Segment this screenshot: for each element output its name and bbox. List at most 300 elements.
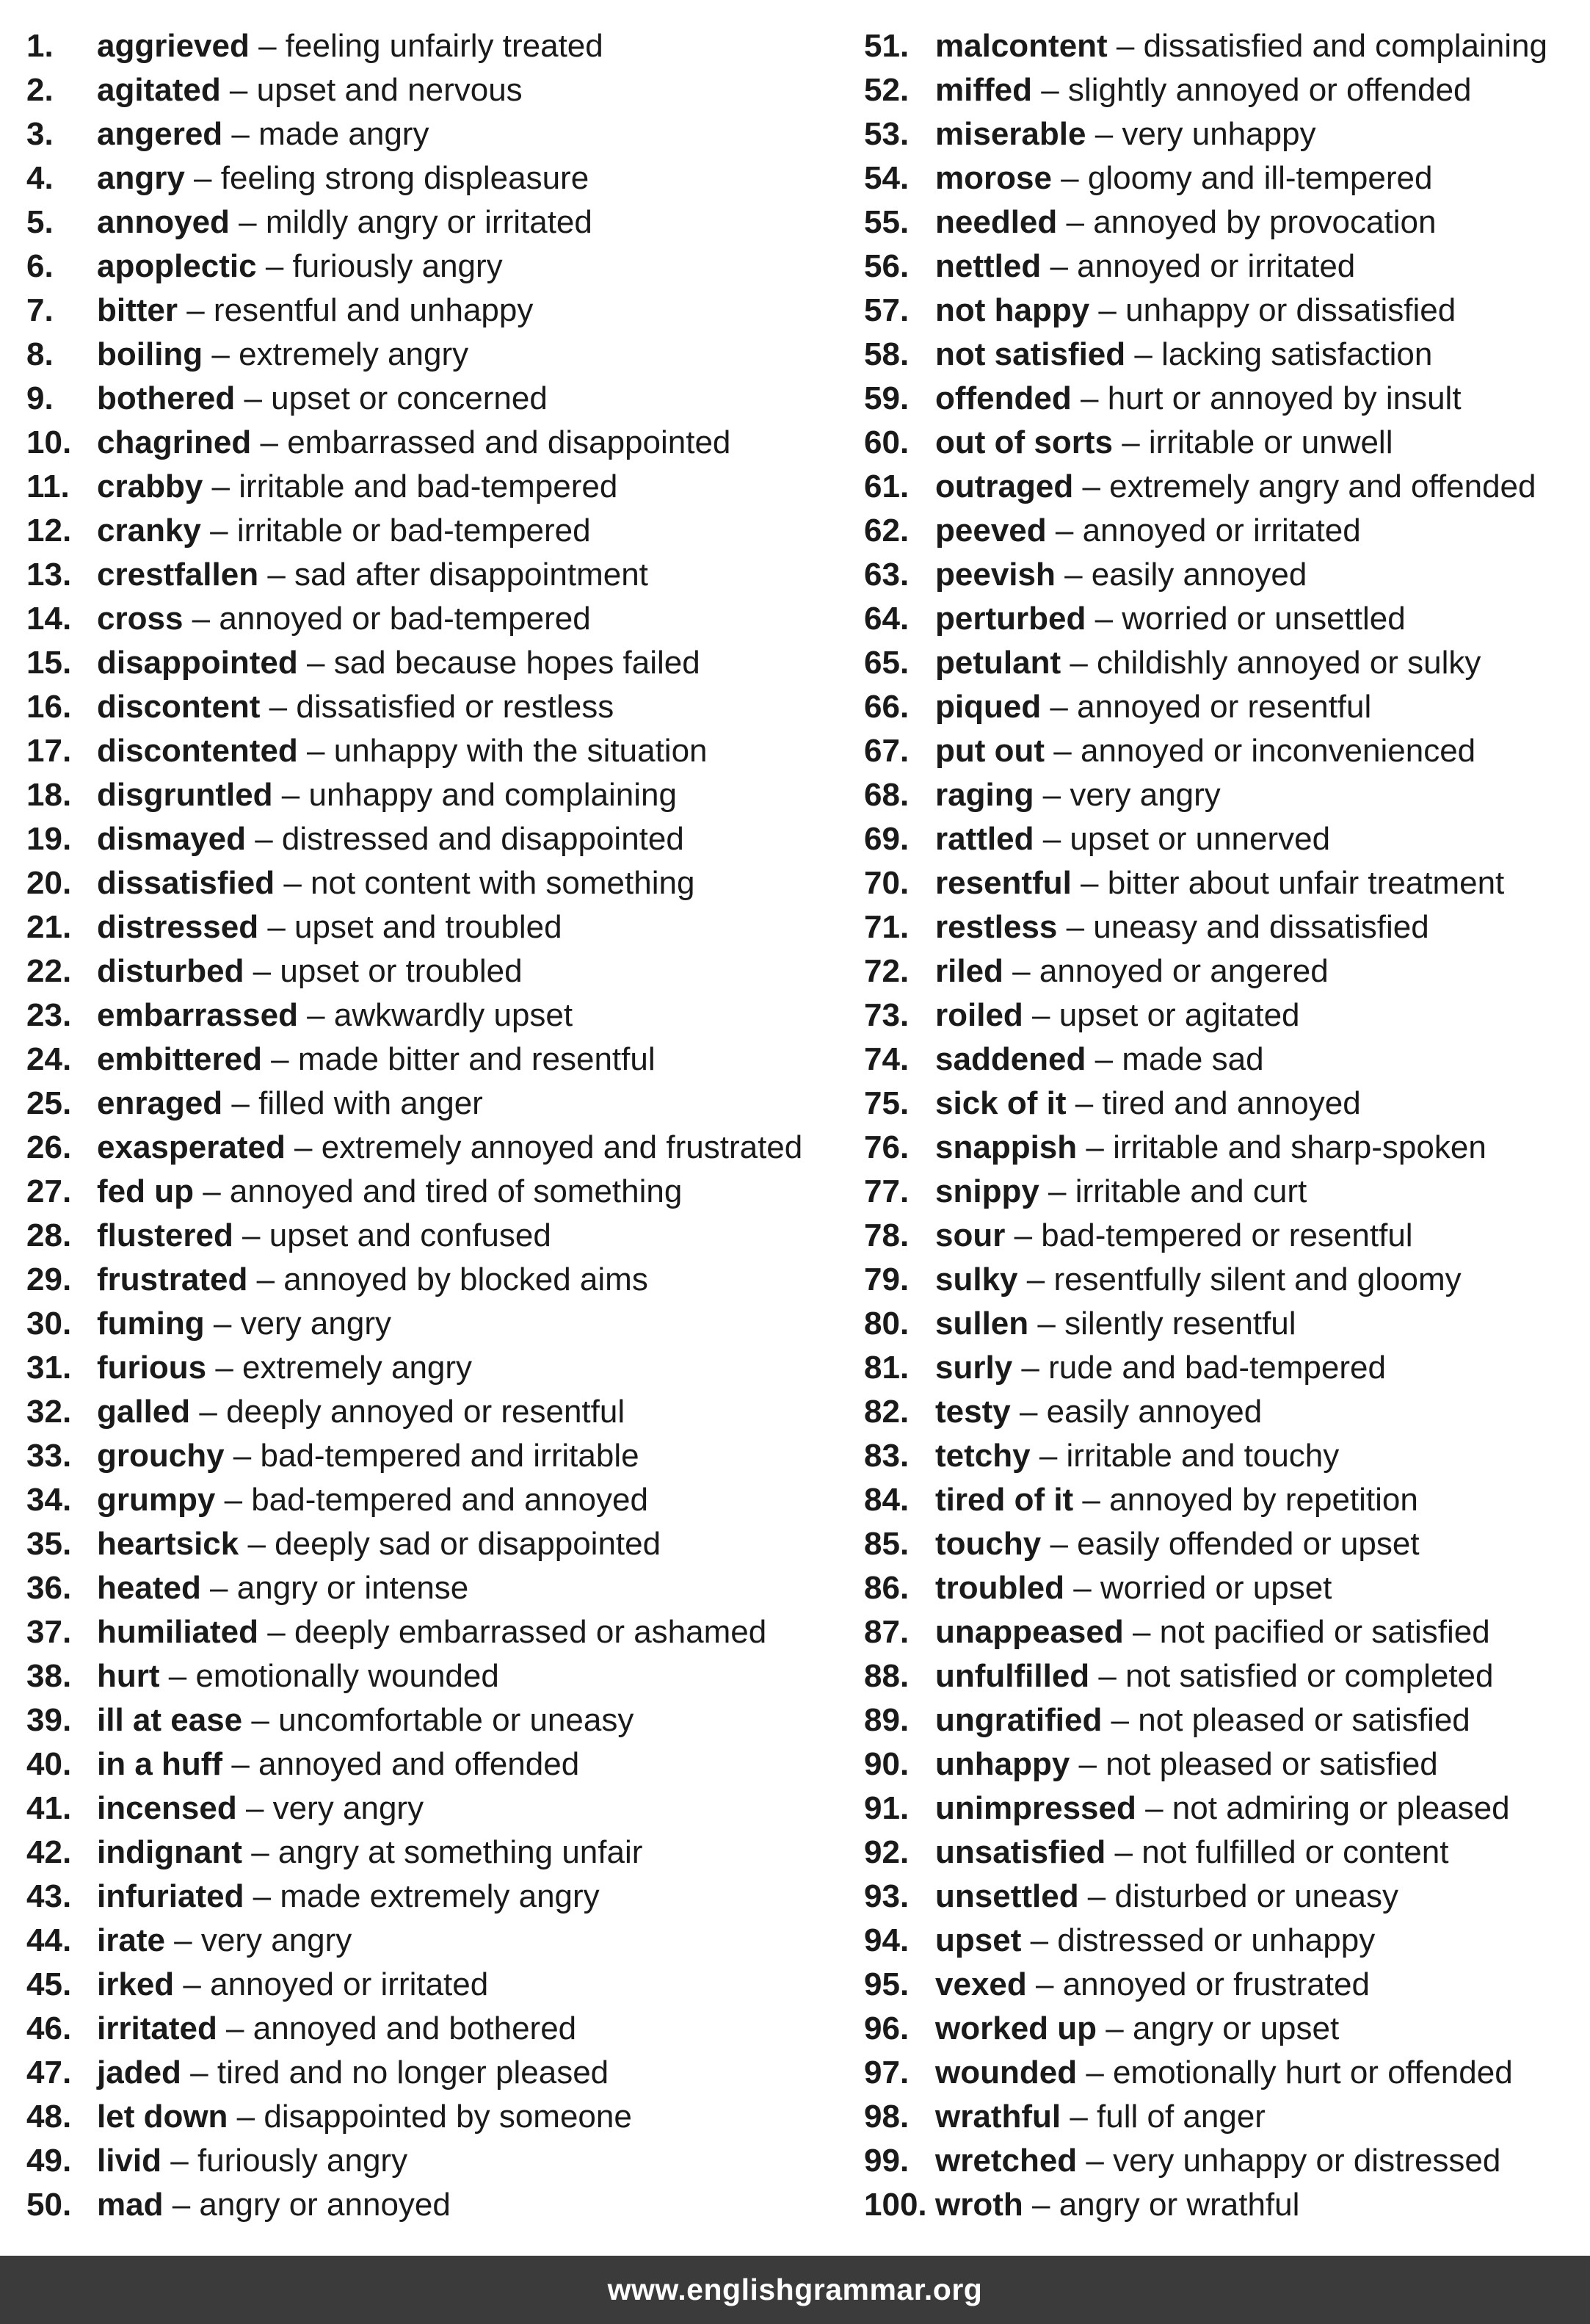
item-separator: – <box>1012 1350 1049 1386</box>
item-separator: – <box>1077 2055 1114 2090</box>
item-number: 7. <box>26 292 54 328</box>
item-separator: – <box>1102 1702 1139 1738</box>
item-separator: – <box>1136 1790 1172 1826</box>
item-definition: lacking satisfaction <box>1161 336 1433 372</box>
list-item <box>26 2095 841 2139</box>
list-item <box>26 1390 841 1434</box>
item-definition: worried or upset <box>1100 1570 1332 1606</box>
item-word: enraged <box>97 1085 223 1121</box>
item-separator: – <box>1089 1658 1126 1694</box>
item-word: hurt <box>97 1658 160 1694</box>
list-item <box>26 553 841 597</box>
list-item <box>864 993 1583 1038</box>
item-number: 41. <box>26 1790 72 1826</box>
list-item <box>864 421 1583 465</box>
item-definition: extremely annoyed and frustrated <box>321 1129 803 1165</box>
list-item <box>864 24 1583 68</box>
item-number: 68. <box>864 777 910 813</box>
list-item <box>864 1478 1583 1522</box>
list-item <box>864 1522 1583 1566</box>
item-number: 90. <box>864 1746 910 1782</box>
item-definition: feeling unfairly treated <box>285 28 603 64</box>
item-separator: – <box>1086 1041 1122 1077</box>
item-definition: annoyed and bothered <box>253 2010 577 2046</box>
item-word: ungratified <box>935 1702 1103 1738</box>
item-separator: – <box>1123 1614 1160 1650</box>
item-separator: – <box>174 1966 211 2002</box>
item-number: 5. <box>26 204 54 240</box>
item-word: unfulfilled <box>935 1658 1090 1694</box>
item-number: 62. <box>864 513 910 549</box>
item-number: 91. <box>864 1790 910 1826</box>
item-number: 39. <box>26 1702 72 1738</box>
item-separator: – <box>1107 28 1144 64</box>
item-separator: – <box>183 601 219 637</box>
item-number: 23. <box>26 997 72 1033</box>
item-number: 85. <box>864 1526 910 1562</box>
item-definition: irritable and sharp-spoken <box>1113 1129 1486 1165</box>
item-number: 45. <box>26 1966 72 2002</box>
item-definition: very unhappy or distressed <box>1113 2143 1501 2179</box>
item-word: resentful <box>935 865 1072 901</box>
item-definition: resentfully silent and gloomy <box>1053 1261 1462 1297</box>
item-definition: furiously angry <box>197 2143 408 2179</box>
item-separator: – <box>220 72 257 108</box>
item-separator: – <box>1023 997 1059 1033</box>
item-word: snippy <box>935 1173 1039 1209</box>
item-separator: – <box>1046 513 1083 549</box>
item-definition: not satisfied or completed <box>1125 1658 1494 1694</box>
item-word: galled <box>97 1394 191 1430</box>
item-definition: annoyed by repetition <box>1109 1482 1418 1518</box>
item-word: crestfallen <box>97 557 259 593</box>
item-word: needled <box>935 204 1058 240</box>
item-separator: – <box>272 777 309 813</box>
item-number: 83. <box>864 1438 910 1474</box>
item-word: disgruntled <box>97 777 273 813</box>
item-definition: not pacified or satisfied <box>1159 1614 1490 1650</box>
item-number: 36. <box>26 1570 72 1606</box>
list-item <box>864 1963 1583 2007</box>
item-number: 54. <box>864 160 910 196</box>
footer-url[interactable]: www.englishgrammar.org <box>607 2273 983 2306</box>
item-word: perturbed <box>935 601 1086 637</box>
item-separator: – <box>1034 777 1070 813</box>
item-number: 76. <box>864 1129 910 1165</box>
item-separator: – <box>217 2010 253 2046</box>
item-definition: very angry <box>272 1790 424 1826</box>
list-item <box>864 289 1583 333</box>
item-word: peeved <box>935 513 1047 549</box>
item-separator: – <box>222 116 259 152</box>
item-word: fuming <box>97 1306 205 1342</box>
list-item <box>864 949 1583 993</box>
item-separator: – <box>1057 204 1094 240</box>
list-item <box>26 1214 841 1258</box>
list-item <box>26 2051 841 2095</box>
list-item <box>26 729 841 773</box>
item-separator: – <box>1005 1217 1042 1253</box>
item-number: 64. <box>864 601 910 637</box>
item-separator: – <box>1106 1834 1142 1870</box>
item-number: 69. <box>864 821 910 857</box>
item-word: wretched <box>935 2143 1078 2179</box>
item-word: upset <box>935 1922 1022 1958</box>
item-definition: resentful and unhappy <box>213 292 534 328</box>
item-word: chagrined <box>97 424 252 460</box>
item-separator: – <box>161 2143 197 2179</box>
item-word: unsatisfied <box>935 1834 1106 1870</box>
item-word: mad <box>97 2187 164 2223</box>
item-word: out of sorts <box>935 424 1113 460</box>
item-word: peevish <box>935 557 1056 593</box>
list-item <box>26 1742 841 1787</box>
item-word: bitter <box>97 292 178 328</box>
item-number: 34. <box>26 1482 72 1518</box>
item-number: 47. <box>26 2055 72 2090</box>
item-separator: – <box>1032 72 1068 108</box>
item-number: 46. <box>26 2010 72 2046</box>
list-item <box>26 641 841 685</box>
list-item <box>26 1787 841 1831</box>
item-definition: awkwardly upset <box>333 997 573 1033</box>
list-item <box>26 24 841 68</box>
item-separator: – <box>203 336 239 372</box>
item-separator: – <box>233 1217 269 1253</box>
item-number: 25. <box>26 1085 72 1121</box>
list-item <box>26 949 841 993</box>
item-word: testy <box>935 1394 1011 1430</box>
item-definition: annoyed and tired of something <box>229 1173 683 1209</box>
item-word: incensed <box>97 1790 237 1826</box>
item-number: 79. <box>864 1261 910 1297</box>
item-number: 27. <box>26 1173 72 1209</box>
item-definition: annoyed or frustrated <box>1062 1966 1370 2002</box>
list-item <box>26 1654 841 1698</box>
item-separator: – <box>1077 1129 1114 1165</box>
item-separator: – <box>235 380 272 416</box>
item-word: restless <box>935 909 1058 945</box>
item-definition: annoyed or inconvenienced <box>1080 733 1476 769</box>
item-separator: – <box>1125 336 1162 372</box>
list-item <box>864 1566 1583 1610</box>
item-number: 100. <box>864 2187 927 2223</box>
item-separator: – <box>1021 1922 1058 1958</box>
item-word: unimpressed <box>935 1790 1136 1826</box>
item-separator: – <box>1057 909 1094 945</box>
item-definition: irritable and bad-tempered <box>239 468 618 504</box>
item-word: morose <box>935 160 1052 196</box>
item-definition: mildly angry or irritated <box>265 204 592 240</box>
item-separator: – <box>242 1834 278 1870</box>
list-item <box>864 685 1583 729</box>
item-definition: easily annoyed <box>1046 1394 1263 1430</box>
item-separator: – <box>258 557 295 593</box>
item-separator: – <box>285 1129 322 1165</box>
item-number: 72. <box>864 953 910 989</box>
item-definition: bad-tempered and annoyed <box>251 1482 648 1518</box>
item-definition: very angry <box>1070 777 1221 813</box>
list-item <box>26 1258 841 1302</box>
item-definition: irritable or unwell <box>1148 424 1393 460</box>
list-item <box>864 1390 1583 1434</box>
item-definition: annoyed or irritated <box>1077 248 1356 284</box>
item-definition: very angry <box>200 1922 352 1958</box>
list-item <box>26 421 841 465</box>
item-separator: – <box>1055 557 1092 593</box>
item-definition: embarrassed and disappointed <box>287 424 731 460</box>
item-definition: slightly annoyed or offended <box>1067 72 1472 108</box>
list-item <box>26 1434 841 1478</box>
item-definition: dissatisfied and complaining <box>1143 28 1547 64</box>
item-word: vexed <box>935 1966 1027 2002</box>
item-separator: – <box>1070 1746 1106 1782</box>
item-word: annoyed <box>97 204 230 240</box>
item-definition: easily offended or upset <box>1077 1526 1420 1562</box>
list-item <box>864 1698 1583 1742</box>
item-definition: very unhappy <box>1122 116 1316 152</box>
item-word: angry <box>97 160 185 196</box>
list-item <box>864 1258 1583 1302</box>
item-definition: upset or troubled <box>280 953 523 989</box>
list-item <box>26 333 841 377</box>
item-word: embittered <box>97 1041 262 1077</box>
list-item <box>864 1302 1583 1346</box>
item-definition: unhappy and complaining <box>308 777 677 813</box>
item-separator: – <box>1112 424 1149 460</box>
list-item <box>26 2007 841 2051</box>
list-item <box>26 993 841 1038</box>
item-definition: tired and no longer pleased <box>217 2055 609 2090</box>
item-separator: – <box>178 292 214 328</box>
item-definition: emotionally wounded <box>195 1658 499 1694</box>
item-definition: annoyed by provocation <box>1093 204 1437 240</box>
list-item <box>864 2095 1583 2139</box>
list-item <box>26 156 841 200</box>
item-word: aggrieved <box>97 28 250 64</box>
list-item <box>864 817 1583 861</box>
item-separator: – <box>1051 160 1088 196</box>
item-number: 99. <box>864 2143 910 2179</box>
item-separator: – <box>1071 865 1108 901</box>
item-separator: – <box>1003 953 1039 989</box>
item-separator: – <box>184 160 221 196</box>
item-number: 32. <box>26 1394 72 1430</box>
item-word: bothered <box>97 380 236 416</box>
item-word: malcontent <box>935 28 1108 64</box>
item-separator: – <box>242 1702 279 1738</box>
item-separator: – <box>244 1878 280 1914</box>
item-separator: – <box>1028 1306 1065 1342</box>
item-number: 15. <box>26 645 72 681</box>
item-number: 2. <box>26 72 54 108</box>
item-number: 81. <box>864 1350 910 1386</box>
item-definition: upset and nervous <box>256 72 523 108</box>
item-number: 80. <box>864 1306 910 1342</box>
item-definition: annoyed or bad-tempered <box>219 601 591 637</box>
item-separator: – <box>275 865 311 901</box>
item-word: flustered <box>97 1217 233 1253</box>
list-item <box>864 2139 1583 2183</box>
item-number: 9. <box>26 380 54 416</box>
item-definition: emotionally hurt or offended <box>1113 2055 1513 2090</box>
list-item <box>26 773 841 817</box>
item-definition: distressed or unhappy <box>1057 1922 1376 1958</box>
item-number: 33. <box>26 1438 72 1474</box>
item-word: let down <box>97 2099 228 2135</box>
list-item <box>864 245 1583 289</box>
item-word: disappointed <box>97 645 298 681</box>
item-word: discontented <box>97 733 298 769</box>
item-word: worked up <box>935 2010 1097 2046</box>
item-separator: – <box>256 248 293 284</box>
item-separator: – <box>261 1041 298 1077</box>
item-number: 6. <box>26 248 54 284</box>
list-item <box>26 905 841 949</box>
list-item <box>864 509 1583 553</box>
list-item <box>26 1831 841 1875</box>
item-number: 11. <box>26 468 70 504</box>
item-separator: – <box>249 28 286 64</box>
item-definition: not content with something <box>311 865 695 901</box>
item-definition: annoyed or irritated <box>1082 513 1361 549</box>
item-definition: unhappy with the situation <box>333 733 708 769</box>
item-number: 93. <box>864 1878 910 1914</box>
item-number: 17. <box>26 733 72 769</box>
item-word: roiled <box>935 997 1023 1033</box>
item-number: 21. <box>26 909 72 945</box>
item-separator: – <box>297 997 334 1033</box>
item-definition: made angry <box>258 116 429 152</box>
list-item <box>26 1302 841 1346</box>
item-separator: – <box>204 1306 241 1342</box>
item-number: 77. <box>864 1173 910 1209</box>
item-number: 86. <box>864 1570 910 1606</box>
item-number: 12. <box>26 513 72 549</box>
list-item <box>26 1126 841 1170</box>
item-word: humiliated <box>97 1614 259 1650</box>
item-word: sullen <box>935 1306 1029 1342</box>
list-item <box>26 1875 841 1919</box>
item-word: cranky <box>97 513 201 549</box>
item-definition: made sad <box>1122 1041 1264 1077</box>
item-number: 92. <box>864 1834 910 1870</box>
item-word: saddened <box>935 1041 1086 1077</box>
item-word: irate <box>97 1922 165 1958</box>
item-separator: – <box>236 1790 273 1826</box>
item-separator: – <box>1089 292 1126 328</box>
list-item <box>26 1038 841 1082</box>
list-item <box>26 1170 841 1214</box>
item-separator: – <box>1030 1438 1067 1474</box>
item-definition: upset and troubled <box>294 909 562 945</box>
item-definition: made bitter and resentful <box>297 1041 656 1077</box>
item-separator: – <box>190 1394 227 1430</box>
item-number: 37. <box>26 1614 72 1650</box>
item-definition: deeply embarrassed or ashamed <box>294 1614 767 1650</box>
item-definition: silently resentful <box>1064 1306 1296 1342</box>
item-definition: angry or intense <box>236 1570 469 1606</box>
list-item <box>864 1126 1583 1170</box>
item-word: riled <box>935 953 1003 989</box>
item-number: 10. <box>26 424 72 460</box>
item-definition: full of anger <box>1097 2099 1266 2135</box>
list-item <box>26 509 841 553</box>
list-item <box>26 112 841 156</box>
item-number: 73. <box>864 997 910 1033</box>
item-number: 60. <box>864 424 910 460</box>
item-separator: – <box>193 1173 230 1209</box>
item-number: 56. <box>864 248 910 284</box>
item-separator: – <box>1064 1570 1100 1606</box>
item-definition: bitter about unfair treatment <box>1107 865 1505 901</box>
item-number: 44. <box>26 1922 72 1958</box>
item-number: 40. <box>26 1746 72 1782</box>
item-word: fed up <box>97 1173 194 1209</box>
item-word: apoplectic <box>97 248 257 284</box>
item-separator: – <box>1017 1261 1054 1297</box>
item-number: 38. <box>26 1658 72 1694</box>
item-word: put out <box>935 733 1045 769</box>
item-definition: disappointed by someone <box>264 2099 632 2135</box>
item-definition: irritable or bad-tempered <box>236 513 591 549</box>
item-definition: not pleased or satisfied <box>1106 1746 1438 1782</box>
list-item <box>864 1038 1583 1082</box>
item-number: 49. <box>26 2143 72 2179</box>
item-definition: extremely angry <box>242 1350 473 1386</box>
item-number: 24. <box>26 1041 72 1077</box>
item-number: 51. <box>864 28 910 64</box>
item-separator: – <box>1045 733 1081 769</box>
item-separator: – <box>163 2187 200 2223</box>
word-list-column-left <box>26 24 841 2227</box>
item-word: miserable <box>935 116 1086 152</box>
item-word: unappeased <box>935 1614 1124 1650</box>
item-word: dismayed <box>97 821 246 857</box>
list-item <box>26 685 841 729</box>
item-separator: – <box>1071 380 1108 416</box>
item-word: snappish <box>935 1129 1078 1165</box>
item-word: troubled <box>935 1570 1064 1606</box>
item-word: livid <box>97 2143 162 2179</box>
list-item <box>864 773 1583 817</box>
item-number: 98. <box>864 2099 910 2135</box>
list-item <box>26 1698 841 1742</box>
list-item <box>864 377 1583 421</box>
item-word: outraged <box>935 468 1074 504</box>
item-number: 95. <box>864 1966 910 2002</box>
list-item <box>864 1214 1583 1258</box>
list-item <box>864 1654 1583 1698</box>
item-word: boiling <box>97 336 203 372</box>
item-separator: – <box>1078 1878 1115 1914</box>
item-number: 82. <box>864 1394 910 1430</box>
item-word: heartsick <box>97 1526 239 1562</box>
item-separator: – <box>215 1482 252 1518</box>
item-separator: – <box>1023 2187 1059 2223</box>
item-separator: – <box>1041 1526 1078 1562</box>
item-word: embarrassed <box>97 997 298 1033</box>
item-number: 66. <box>864 689 910 725</box>
list-item <box>864 1170 1583 1214</box>
list-item <box>26 817 841 861</box>
item-number: 28. <box>26 1217 72 1253</box>
item-number: 84. <box>864 1482 910 1518</box>
list-item <box>864 2007 1583 2051</box>
item-number: 87. <box>864 1614 910 1650</box>
item-word: irked <box>97 1966 175 2002</box>
item-definition: very angry <box>240 1306 391 1342</box>
